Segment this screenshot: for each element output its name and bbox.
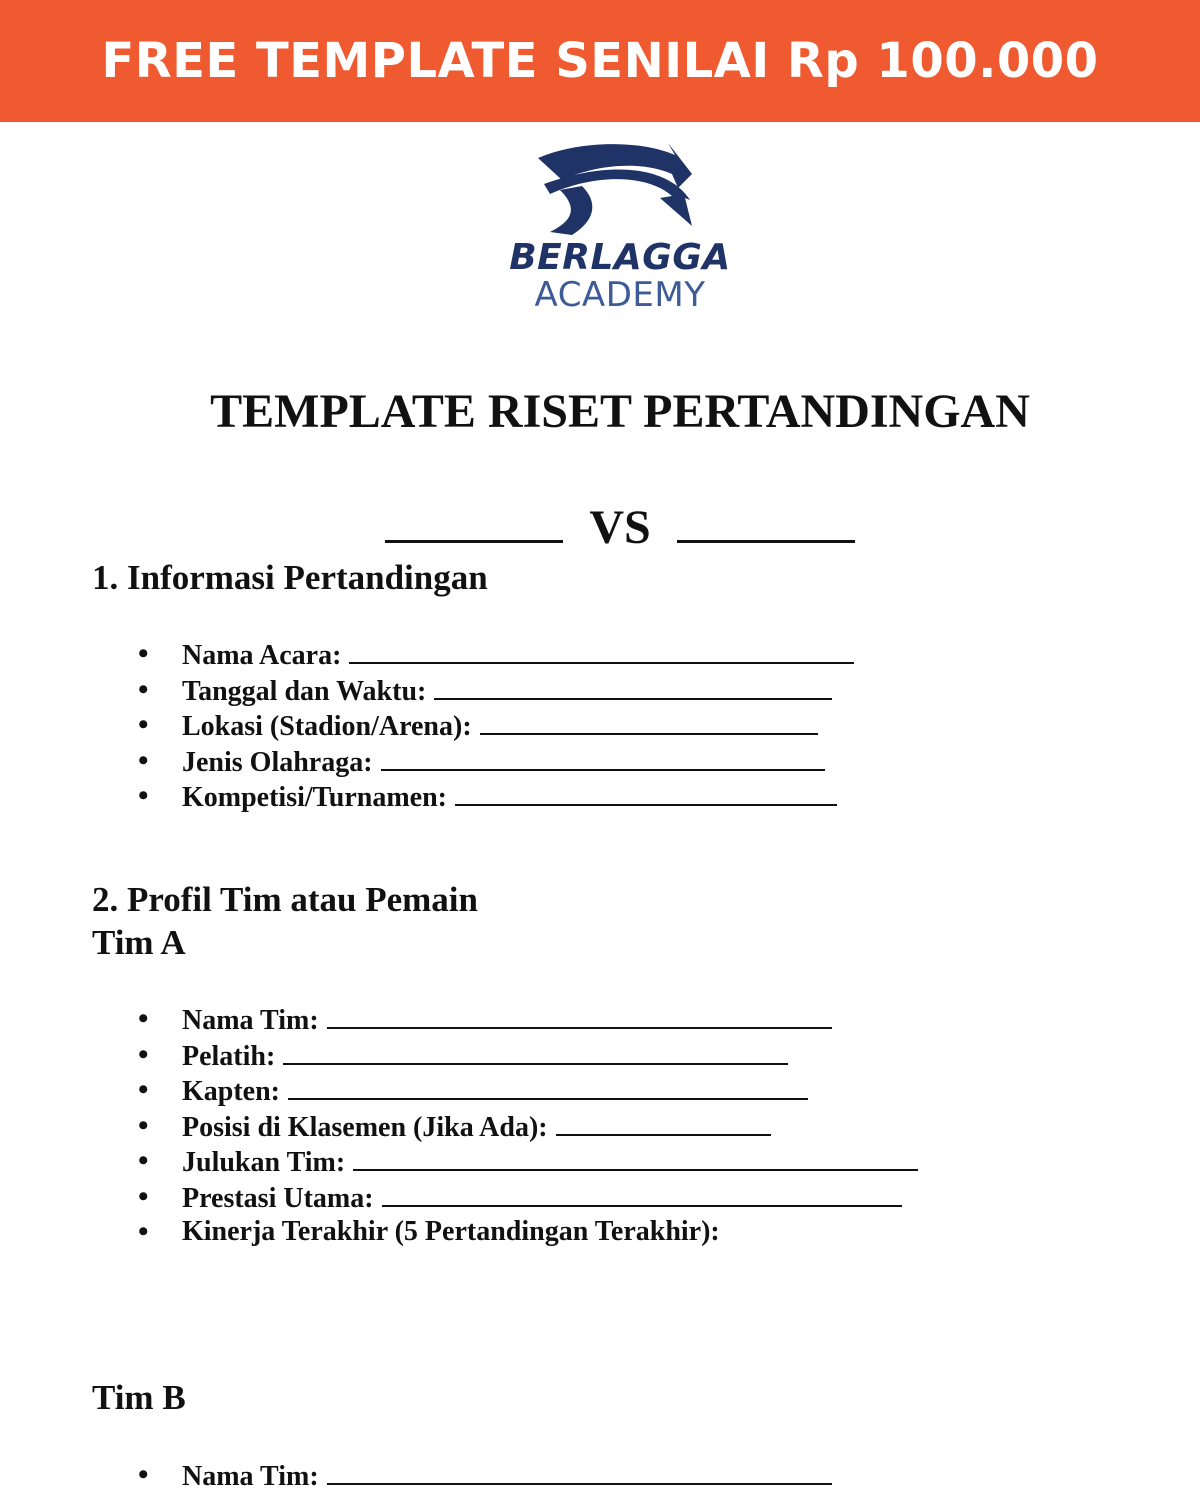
field-label: Nama Tim: — [182, 1461, 319, 1492]
promo-banner — [0, 0, 1200, 122]
team-a-heading: Tim A — [92, 923, 186, 962]
field-label: Tanggal dan Waktu: — [182, 675, 427, 707]
list-item — [138, 1037, 918, 1073]
list-item — [138, 1108, 918, 1144]
fill-line — [455, 778, 837, 806]
field-label: Nama Tim: — [182, 1005, 319, 1036]
fill-line — [327, 1457, 832, 1485]
field-label: Kapten: — [182, 1076, 280, 1107]
fill-line — [349, 636, 854, 664]
fill-line — [382, 1179, 902, 1207]
berlagga-academy-logo — [500, 140, 740, 320]
team-a-blank — [385, 500, 563, 543]
field-label: Prestasi Utama: — [182, 1182, 374, 1214]
fill-line — [480, 707, 818, 735]
field-label: Posisi di Klasemen (Jika Ada): — [182, 1111, 548, 1143]
fill-line — [283, 1037, 788, 1065]
team-b-heading: Tim B — [92, 1378, 186, 1417]
logo-word-academy: ACADEMY — [534, 275, 706, 315]
list-item — [138, 707, 854, 743]
list-item — [138, 743, 854, 779]
list-item — [138, 636, 854, 672]
fill-line — [288, 1072, 808, 1100]
fill-line — [327, 1001, 832, 1029]
field-label: Lokasi (Stadion/Arena): — [182, 711, 472, 742]
field-label: Nama Acara: — [182, 640, 342, 671]
vs-line — [0, 500, 1200, 555]
field-label: Julukan Tim: — [182, 1147, 346, 1178]
logo-swoosh-icon — [500, 140, 740, 240]
fill-line — [434, 672, 832, 700]
logo-word-berlagga: BERLAGGA — [509, 237, 731, 278]
list-item — [138, 1214, 918, 1250]
team-b-blank — [677, 500, 855, 543]
document-title: TEMPLATE RISET PERTANDINGAN — [210, 385, 1030, 438]
list-item — [138, 778, 854, 814]
fill-line — [556, 1108, 771, 1136]
list-item — [138, 1143, 918, 1179]
section-2-heading: 2. Profil Tim atau Pemain — [92, 880, 478, 919]
list-item — [138, 1001, 918, 1037]
section-1-heading: 1. Informasi Pertandingan — [92, 558, 488, 597]
list-item — [138, 1457, 832, 1493]
field-label: Kinerja Terakhir (5 Pertandingan Terakhir): — [182, 1216, 720, 1247]
field-label: Pelatih: — [182, 1040, 276, 1072]
fill-line — [381, 743, 825, 771]
list-item — [138, 672, 854, 708]
fill-line — [353, 1143, 918, 1171]
field-label: Kompetisi/Turnamen: — [182, 782, 447, 813]
team-b-list — [138, 1457, 832, 1493]
banner-text: FREE TEMPLATE SENILAI Rp 100.000 — [101, 33, 1099, 89]
list-item — [138, 1179, 918, 1215]
field-label: Jenis Olahraga: — [182, 746, 373, 778]
vs-label: VS — [589, 501, 651, 554]
match-info-list — [138, 636, 854, 814]
team-a-list — [138, 1001, 918, 1250]
list-item — [138, 1072, 918, 1108]
